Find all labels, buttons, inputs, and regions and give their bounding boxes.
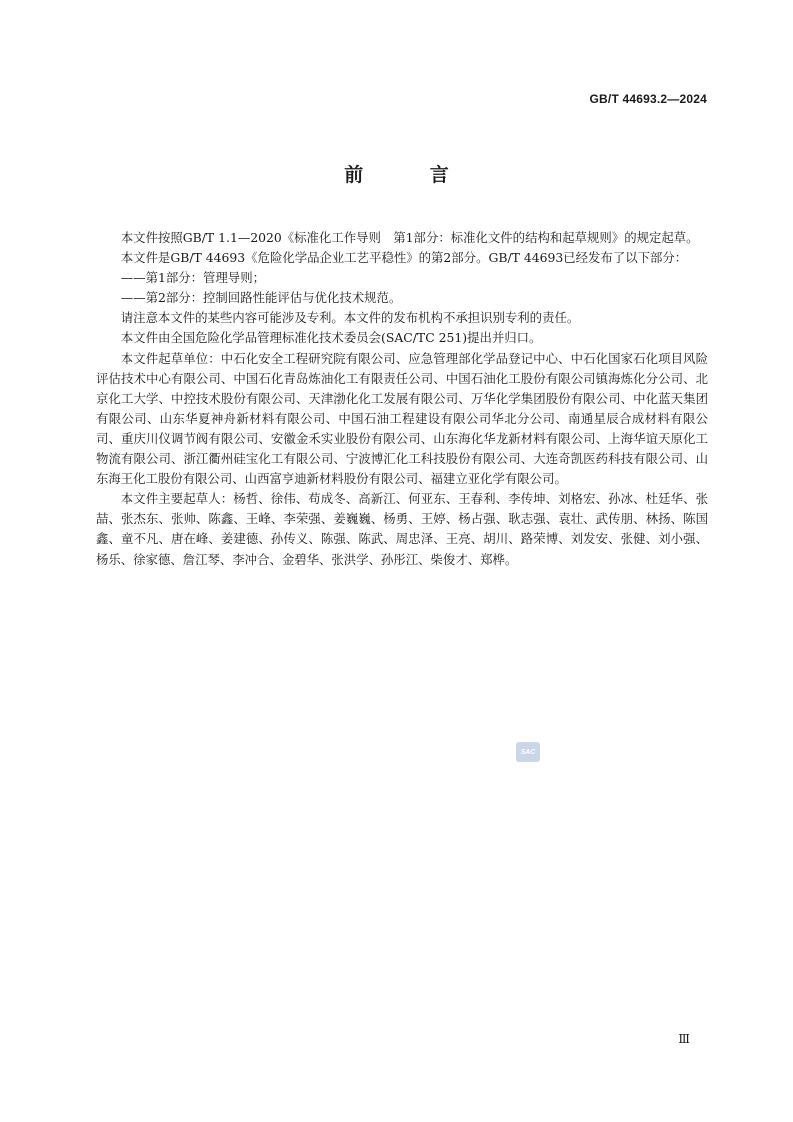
list-item-part-1: ——第1部分：管理导则； (120, 270, 265, 286)
sac-watermark-logo: SAC (516, 742, 540, 762)
list-item-part-2: ——第2部分：控制回路性能评估与优化技术规范。 (120, 290, 402, 306)
foreword-body (96, 228, 708, 570)
page-title: 前 言 (344, 164, 479, 186)
paragraph-drafting-units: 本文件起草单位：中石化安全工程研究院有限公司、应急管理部化学品登记中心、中石化国家石化项目风险评估技术中心有限公司、中国石化青岛炼油化工有限责任公司、中国石油化工股份有限公司镇海炼化分公司、北京化工大学、中控技术股份有限公司、天津渤化化工发展有限公司、万华化学集团股份有限公司、中化蓝天集团有限公司、山东华夏神舟新材料有限公司、中国石油工程建设有限公司华北分公司、南通星辰合成材料有限公司、重庆川仪调节阀有限公司、安徽金禾实业股份有限公司、山东海化华龙新材料有限公司、上海华谊天原化工物流有限公司、浙江衢州硅宝化工有限公司、宁波博汇化工科技股份有限公司、大连奇凯医药科技有限公司、山东海王化工股份有限公司、山西富亨迪新材料股份有限公司、福建立亚化学有限公司。 (96, 350, 708, 487)
paragraph-series-part: 本文件是GB/T 44693《危险化学品企业工艺平稳性》的第2部分。GB/T 44693已经发布了以下部分： (120, 250, 688, 266)
page-number: Ⅲ (678, 1032, 690, 1046)
paragraph-patent-notice: 请注意本文件的某些内容可能涉及专利。本文件的发布机构不承担识别专利的责任。 (120, 310, 580, 326)
standard-code: GB/T 44693.2—2024 (589, 92, 707, 106)
paragraph-drafters: 本文件主要起草人：杨哲、徐伟、苟成冬、高新江、何亚东、王春利、李传坤、刘格宏、孙冰、杜廷华、张喆、张杰东、张帅、陈鑫、王峰、李荣强、姜巍巍、杨勇、王婷、杨占强、耿志强、袁壮、武传朋、林扬、陈国鑫、童不凡、唐在峰、姜建德、孙传义、陈强、陈武、周忠泽、王亮、胡川、路荣博、刘发安、张健、刘小强、杨乐、徐家德、詹江琴、李冲合、金碧华、张洪学、孙彤江、柴俊才、郑桦。 (96, 491, 708, 567)
paragraph-drafting-rules: 本文件按照GB/T 1.1—2020《标准化工作导则 第1部分：标准化文件的结构和起草规则》的规定起草。 (120, 230, 699, 245)
paragraph-proposer: 本文件由全国危险化学品管理标准化技术委员会(SAC/TC 251)提出并归口。 (120, 330, 542, 346)
